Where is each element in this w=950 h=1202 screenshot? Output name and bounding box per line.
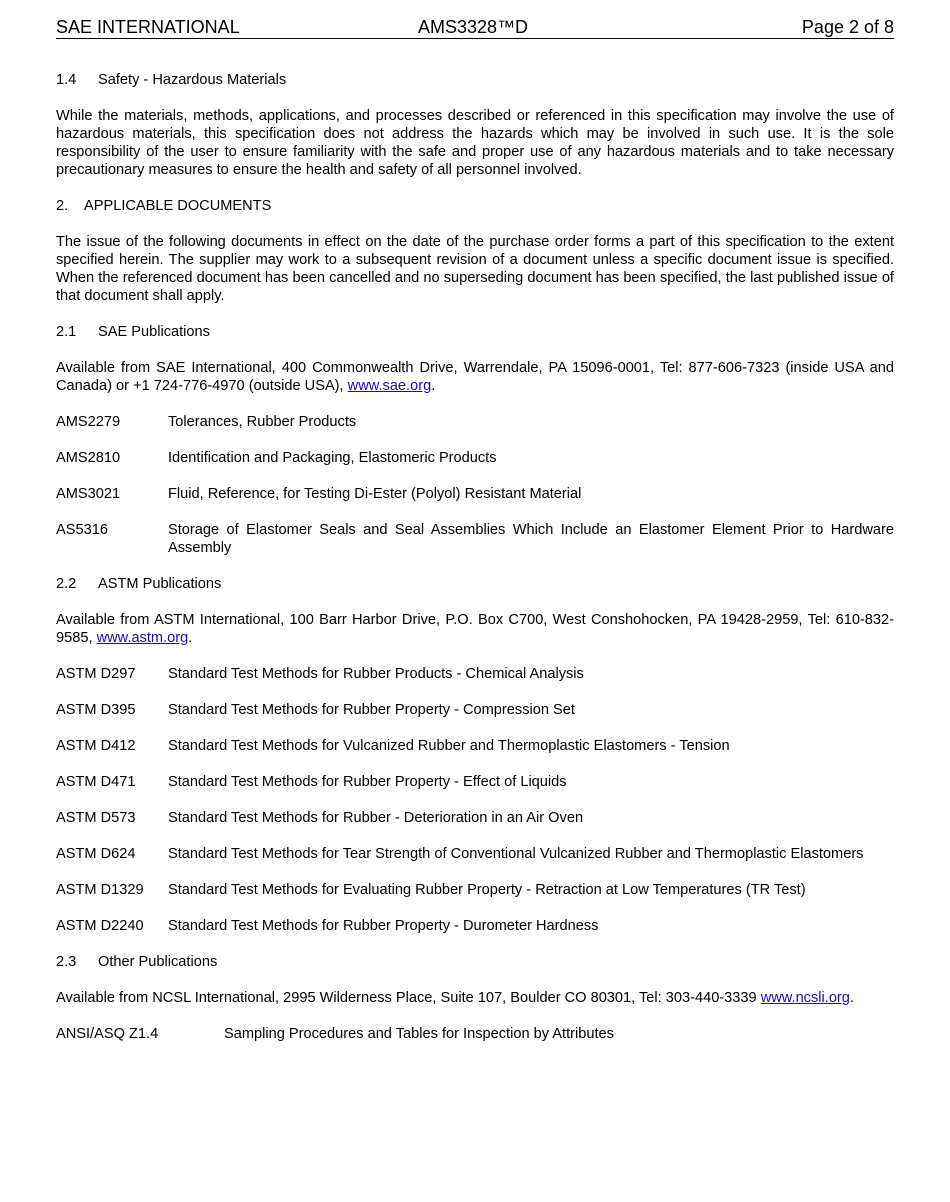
reference-code: ASTM D297 [56, 666, 136, 682]
reference-code: ANSI/ASQ Z1.4 [56, 1026, 159, 1042]
reference-entry [56, 845, 894, 863]
reference-entry [56, 917, 894, 935]
availability-text: Available from ASTM International, 100 Barr Harbor Drive, P.O. Box C700, West Conshohocken, PA 19428-2959, Tel: 610-832-9585, [56, 612, 894, 646]
reference-code: ASTM D624 [56, 846, 136, 862]
header-page-number: Page 2 of 8 [801, 17, 894, 37]
reference-title: Sampling Procedures and Tables for Inspection by Attributes [224, 1026, 614, 1042]
punctuation: . [849, 990, 854, 1006]
punctuation: . [431, 378, 436, 394]
page-header [56, 16, 894, 39]
reference-code: ASTM D412 [56, 738, 136, 754]
reference-entry [56, 413, 894, 431]
reference-title: Standard Test Methods for Evaluating Rubber Property - Retraction at Low Temperatures (TR Test) [168, 882, 806, 898]
safety-paragraph: While the materials, methods, applications, and processes described or referenced in this specification may involve the use of hazardous materials, this specification does not address the hazards which may be involved in such use. It is the sole responsibility of the user to ensure familiarity with the safe and proper use of any hazardous materials and to take necessary precautionary measures to ensure the health and safety of all personnel involved. [56, 108, 894, 178]
section-number: 2.1 [56, 324, 77, 340]
ncsl-availability-paragraph [56, 989, 894, 1007]
reference-code: ASTM D573 [56, 810, 136, 826]
reference-title: Standard Test Methods for Rubber Property - Effect of Liquids [168, 774, 567, 790]
reference-entry [56, 737, 894, 755]
reference-title: Standard Test Methods for Rubber Property - Durometer Hardness [168, 918, 599, 934]
section-heading-2-1 [56, 323, 894, 341]
reference-title: Standard Test Methods for Vulcanized Rubber and Thermoplastic Elastomers - Tension [168, 738, 730, 754]
reference-code: AMS2810 [56, 450, 121, 466]
sae-availability-paragraph [56, 359, 894, 395]
ncsli-website-link[interactable]: www.ncsli.org [760, 990, 850, 1006]
reference-entry [56, 485, 894, 503]
reference-entry [56, 701, 894, 719]
astm-website-link[interactable]: www.astm.org [96, 630, 189, 646]
reference-code: ASTM D1329 [56, 882, 144, 898]
section-heading-2-3 [56, 953, 894, 971]
punctuation: . [188, 630, 193, 646]
header-org: SAE INTERNATIONAL [56, 17, 240, 37]
astm-availability-paragraph [56, 611, 894, 647]
section-title: SAE Publications [98, 324, 210, 340]
section-title: ASTM Publications [98, 576, 222, 592]
reference-entry [56, 665, 894, 683]
availability-text: Available from NCSL International, 2995 Wilderness Place, Suite 107, Boulder CO 80301, Tel: 303-440-3339 [56, 990, 761, 1006]
section-title: APPLICABLE DOCUMENTS [84, 198, 272, 214]
header-doc-number: AMS3328™D [418, 17, 529, 37]
reference-title: Standard Test Methods for Tear Strength of Conventional Vulcanized Rubber and Thermoplastic Elastomers [168, 846, 864, 862]
reference-code: ASTM D2240 [56, 918, 144, 934]
reference-entry [56, 773, 894, 791]
reference-code: AS5316 [56, 522, 108, 538]
reference-title: Standard Test Methods for Rubber Property - Compression Set [168, 702, 575, 718]
section-title: Safety - Hazardous Materials [98, 72, 287, 88]
reference-title: Fluid, Reference, for Testing Di-Ester (Polyol) Resistant Material [168, 486, 582, 502]
reference-entry [56, 809, 894, 827]
section-number: 2.3 [56, 954, 77, 970]
reference-code: ASTM D471 [56, 774, 136, 790]
reference-entry [56, 521, 894, 557]
section-title: Other Publications [98, 954, 218, 970]
section-number: 2. [56, 198, 69, 214]
page-content [56, 71, 894, 1043]
sae-website-link[interactable]: www.sae.org [347, 378, 432, 394]
reference-title: Standard Test Methods for Rubber - Deterioration in an Air Oven [168, 810, 584, 826]
reference-code: AMS3021 [56, 486, 121, 502]
section-heading-1-4 [56, 71, 894, 89]
reference-title: Identification and Packaging, Elastomeric Products [168, 450, 497, 466]
availability-text: Available from SAE International, 400 Commonwealth Drive, Warrendale, PA 15096-0001, Tel: 877-606-7323 (inside USA and Canada) or +1 724-776-4970 (outside USA), [56, 360, 894, 394]
reference-code: AMS2279 [56, 414, 121, 430]
section-heading-2 [56, 197, 894, 215]
section-number: 2.2 [56, 576, 77, 592]
reference-title: Storage of Elastomer Seals and Seal Assemblies Which Include an Elastomer Element Prior to Hardware Assembly [168, 522, 894, 556]
reference-title: Tolerances, Rubber Products [168, 414, 357, 430]
section-number: 1.4 [56, 72, 77, 88]
reference-code: ASTM D395 [56, 702, 136, 718]
reference-entry [56, 449, 894, 467]
reference-title: Standard Test Methods for Rubber Products - Chemical Analysis [168, 666, 584, 682]
applicable-documents-paragraph: The issue of the following documents in effect on the date of the purchase order forms a part of this specification to the extent specified herein. The supplier may work to a subsequent revision of a document unless a specific document issue is specified. When the referenced document has been cancelled and no superseding document has been specified, the last published issue of that document shall apply. [56, 234, 894, 304]
section-heading-2-2 [56, 575, 894, 593]
reference-entry [56, 1025, 894, 1043]
reference-entry [56, 881, 894, 899]
